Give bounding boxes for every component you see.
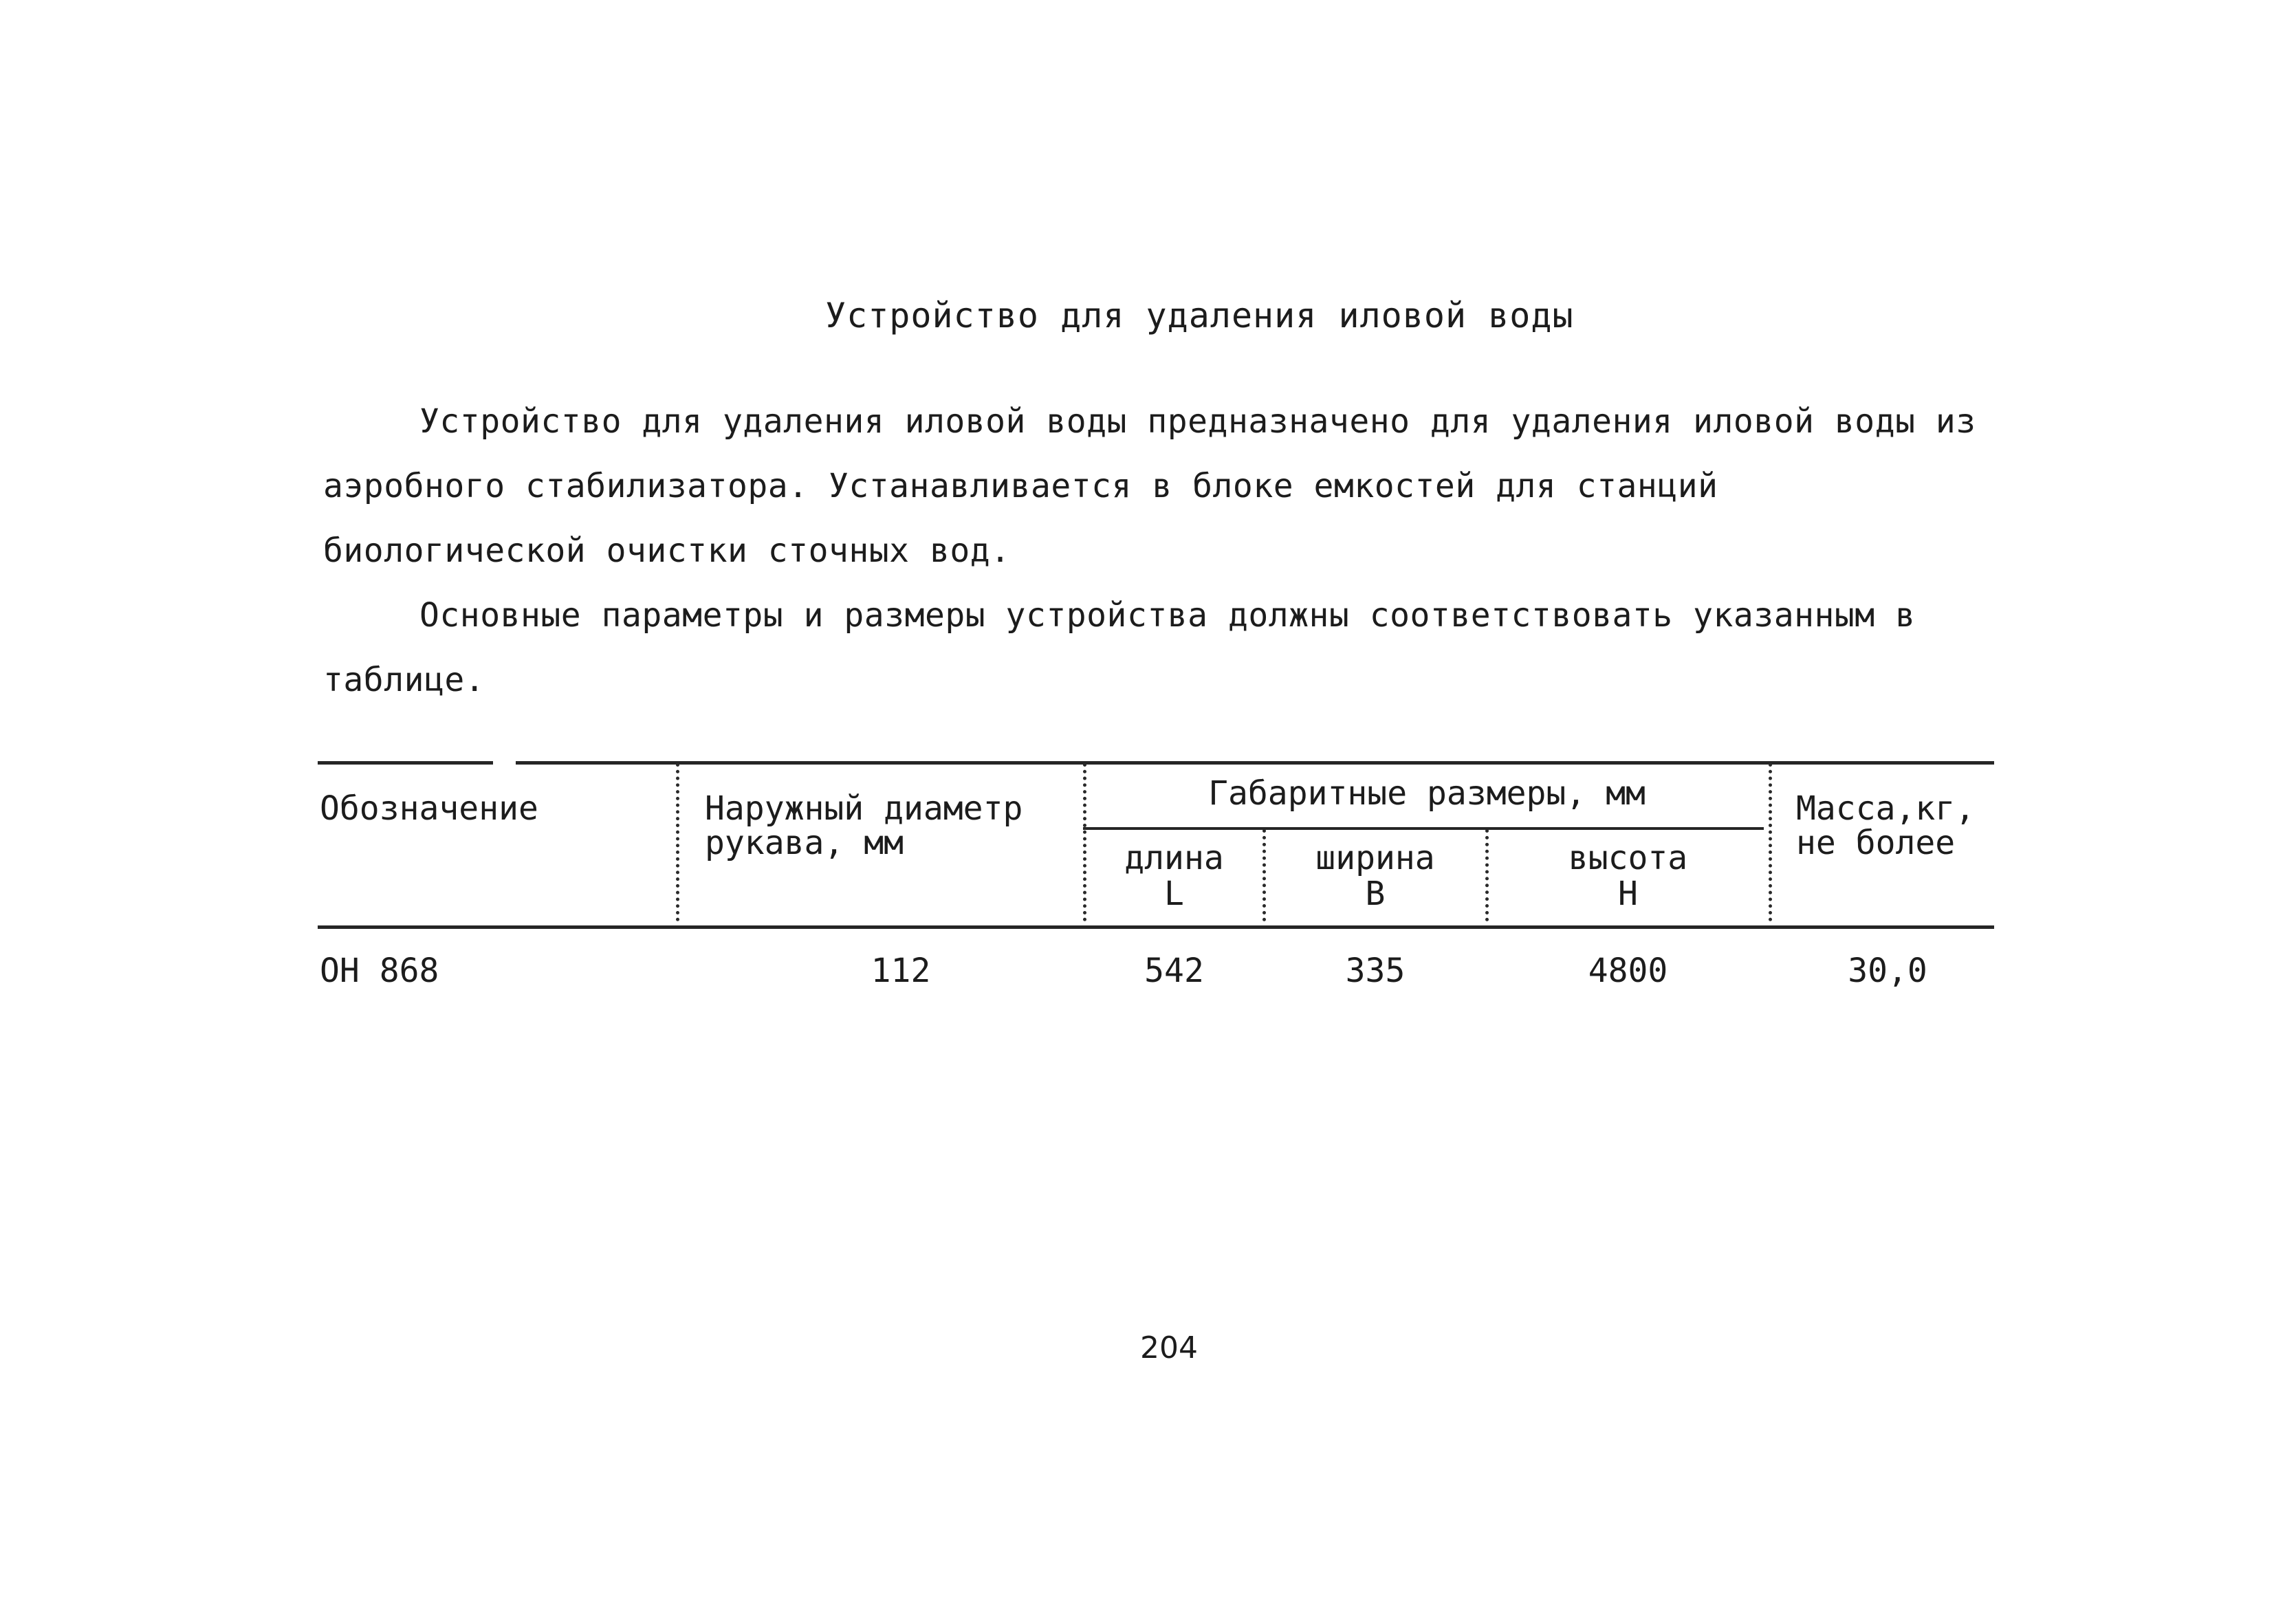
cell-diameter: 112 xyxy=(871,952,931,990)
header-mass-line1: Масса,кг, xyxy=(1796,789,1976,828)
table-column-divider xyxy=(1262,829,1266,921)
cell-height: 4800 xyxy=(1588,952,1668,990)
header-height-symbol: H xyxy=(1618,875,1638,913)
cell-length: 542 xyxy=(1144,952,1204,990)
document-title: Устройство для удаления иловой воды xyxy=(825,296,1574,336)
cell-mass: 30,0 xyxy=(1848,952,1927,990)
header-overall-dimensions: Габаритные размеры, мм xyxy=(1208,774,1646,813)
table-top-rule xyxy=(516,761,1994,765)
table-column-divider xyxy=(1769,763,1772,921)
table-top-rule xyxy=(318,761,493,765)
header-mass-line2: не более xyxy=(1796,824,1956,862)
header-designation: Обозначение xyxy=(320,789,538,828)
cell-designation: ОН 868 xyxy=(320,952,439,990)
header-diameter-line2: рукава, мм xyxy=(705,824,904,862)
header-diameter-line1: Наружный диаметр xyxy=(705,789,1023,828)
paragraph-description: Устройство для удаления иловой воды предназначено для удаления иловой воды из аэробного стабилизатора. Устанавливается в блоке емкостей для станций биологической очистки сточных вод. xyxy=(323,402,1976,570)
table-header-rule xyxy=(318,925,1994,929)
table-column-divider xyxy=(1083,763,1086,921)
table-column-divider xyxy=(676,763,679,921)
header-height: высота xyxy=(1568,839,1688,877)
table-subheader-rule xyxy=(1083,827,1764,830)
header-length: длина xyxy=(1124,839,1224,877)
table-column-divider xyxy=(1485,829,1489,921)
header-width-symbol: B xyxy=(1365,875,1386,913)
paragraph-parameters: Основные параметры и размеры устройства должны соответствовать указанным в таблице. xyxy=(323,596,1916,699)
header-length-symbol: L xyxy=(1164,875,1184,913)
header-width: ширина xyxy=(1315,839,1435,877)
page-number: 204 xyxy=(1140,1330,1198,1365)
cell-width: 335 xyxy=(1345,952,1406,990)
